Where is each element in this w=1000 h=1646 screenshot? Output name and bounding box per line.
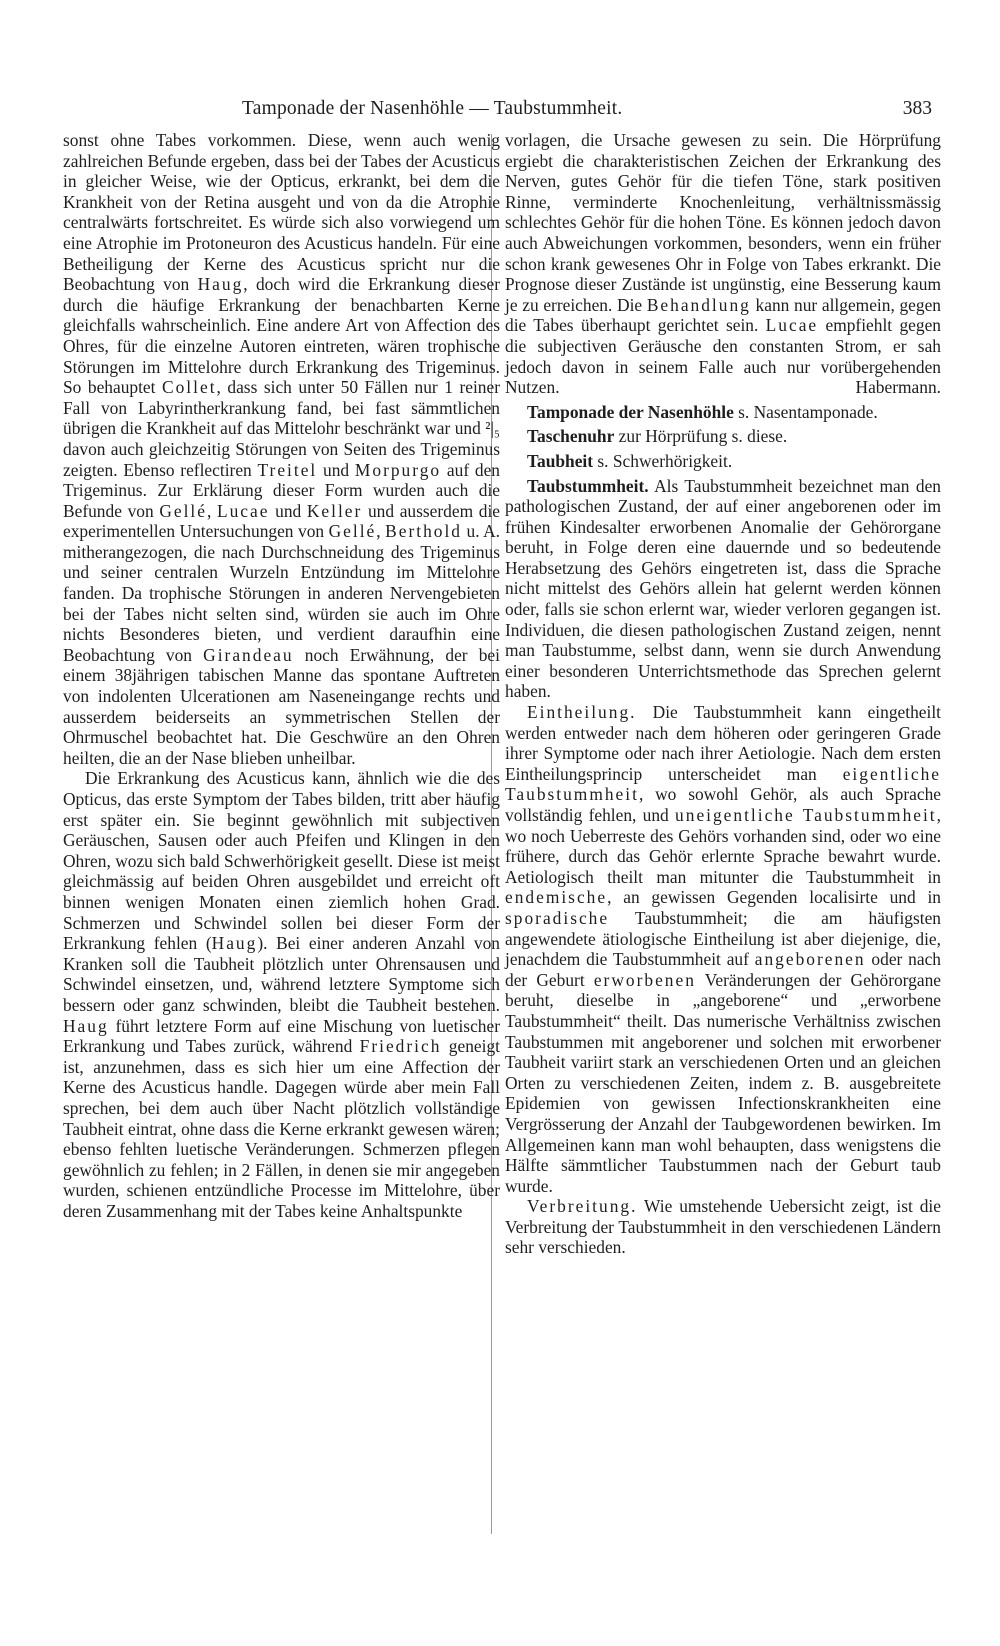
paragraph-eintheilung: Eintheilung. Die Taubstummheit kann eingetheilt werden entweder nach dem höheren oder geringeren Grade ihrer Symptome oder nach ihrer Aetiologie. Nach dem ersten Eintheilungsprincip unterscheidet man eigentliche Taubstummheit, wo sowohl Gehör, als auch Sprache vollständig fehlen, und uneigentliche Taubstummheit, wo noch Ueberreste des Gehörs vorhanden sind, oder wo eine frühere, durch das Gehör erlernte Sprache bewahrt wurde. Aetiologisch theilt man mitunter die Taubstummheit in endemische, an gewissen Gegenden localisirte und in sporadische Taubstummheit; die am häufigsten angewendete ätiologische Eintheilung ist aber diejenige, die, jenachdem die Taubstummheit auf angeborenen oder nach der Geburt erworbenen Veränderungen der Gehörorgane beruht, dieselbe in „angeborene“ und „erworbene Taubstummheit“ theilt. Das numerische Verhältniss zwischen Taubstummen mit angeborener und solchen mit erworbener Taubheit variirt stark an verschiedenen Orten und an gleichen Orten zu verschiedenen Zeiten, indem z. B. ausgebreitete Epidemien von gewissen Infectionskrankheiten eine Vergrösserung der Anzahl der Taubgewordenen bewirken. Im Allgemeinen kann man wohl behaupten, dass wenigstens die Hälfte sämmtlicher Taubstummen nach der Geburt taub wurde.	[505, 702, 942, 1196]
paragraph-erkrankung: Die Erkrankung des Acusticus kann, ähnlich wie die des Opticus, das erste Symptom der Tabes bilden, tritt aber häufig erst später ein. Sie beginnt gewöhnlich mit subjectiven Geräuschen, Sausen oder auch Pfeifen und Klingen in den Ohren, wozu sich bald Schwerhörigkeit gesellt. Diese ist meist gleichmässig auf beiden Ohren ausgebildet und erreicht oft binnen wenigen Monaten einen ziemlich hohen Grad. Schmerzen und Schwindel sollen bei dieser Form der Erkrankung fehlen (Haug). Bei einer anderen Anzahl von Kranken soll die Taubheit plötzlich unter Ohrensausen und Schwindel einsetzen, und, während letztere Symptome sich bessern oder ganz schwinden, bleibt die Taubheit bestehen. Haug führt letztere Form auf eine Mischung von luetischer Erkrankung und Tabes zurück, während Friedrich geneigt ist, anzunehmen, dass es sich hier um eine Affection der Kerne des Acusticus handle. Dagegen würde aber mein Fall sprechen, bei dem auch über Nacht plötzlich vollständige Taubheit eintrat, ohne dass die Kerne erkrankt gewesen wären; ebenso fehlten luetische Veränderungen. Schmerzen pflegen gewöhnlich zu fehlen; in 2 Fällen, in denen sie mir angegeben wurden, schienen entzündliche Processe im Mittelohre, über deren Zusammenhang mit der Tabes keine Anhaltspunkte	[63, 768, 500, 1221]
author-name: Girandeau	[203, 644, 294, 665]
emphasis-term: Behandlung	[646, 294, 751, 315]
emphasis-term: angeborenen	[754, 949, 866, 970]
left-column	[63, 130, 500, 1221]
author-name: Keller	[306, 500, 363, 521]
paragraph-hoerpruefung: vorlagen, die Ursache gewesen zu sein. Die Hörprüfung ergiebt die charakteristischen Zeichen der Erkrankung des Nerven, gutes Gehör für die tiefen Töne, stark positiven Rinne, verminderte Knochenleitung, verhältnissmässig schlechtes Gehör für die hohen Töne. Es können jedoch davon auch Abweichungen vorkommen, besonders, wenn ein früher schon krank gewesenes Ohr in Folge von Tabes erkrankt. Die Prognose dieser Zustände ist ungünstig, eine Besserung kaum je zu erreichen. Die Behandlung kann nur allgemein, gegen die Tabes überhaupt gerichtet sein. Lucae empfiehlt gegen die subjectiven Geräusche den constanten Strom, er sah jedoch davon in seinem Falle auch nur vorübergehenden Nutzen. Habermann.	[505, 130, 941, 398]
entry-lemma: Taubstummheit.	[527, 475, 649, 496]
entry-lemma: Taubheit	[527, 450, 594, 471]
author-name: Lucae	[765, 315, 819, 336]
entry-tamponade: Tamponade der Nasenhöhle s. Nasentamponade.	[527, 401, 878, 422]
emphasis-term: erworbenen	[593, 969, 696, 990]
emphasis-term: eigentliche Taubstummheit	[505, 763, 941, 805]
author-name: Haug	[63, 1015, 109, 1036]
paragraph-verbreitung: Verbreitung. Wie umstehende Uebersicht zeigt, ist die Verbreitung der Taubstummheit in den verschiedenen Ländern sehr verschieden.	[505, 1196, 941, 1258]
paragraph-tabes-acusticus: sonst ohne Tabes vorkommen. Diese, wenn auch wenig zahlreichen Befunde ergeben, dass bei der Tabes der Acusticus in gleicher Weise, wie der Opticus, erkrankt, bei dem die Krankheit von der Retina ausgeht und von da die Atrophie centralwärts fortschreitet. Es würde sich also vorwiegend um eine Atrophie im Protoneuron des Acusticus handeln. Für eine Betheiligung der Kerne des Acusticus spricht nur die Beobachtung von Haug, doch wird die Erkrankung dieser durch die häufige Erkrankung der benachbarten Kerne gleichfalls wahrscheinlich. Eine andere Art von Affection des Ohres, für die einzelne Autoren eintreten, wären trophische Störungen im Mittelohre durch Erkrankung des Trigeminus. So behauptet Collet, dass sich unter 50 Fällen nur 1 reiner Fall von Labyrintherkrankung fand, bei fast sämmtlichen übrigen die Krankheit auf das Mittelohr beschränkt war und ²|₅ davon auch gleichzeitig Störungen von Seiten des Trigeminus zeigten. Ebenso reflectiren Treitel und Morpurgo auf den Trigeminus. Zur Erklärung dieser Form wurden auch die Befunde von Gellé, Lucae und Keller und ausserdem die experimentellen Untersuchungen von Gellé, Berthold u. A. mitherangezogen, die nach Durchschneidung des Trigeminus und seiner centralen Wurzeln Entzündung im Mittelohre fanden. Da trophische Störungen in anderen Nervengebieten bei der Tabes nicht selten sind, würden sie auch im Ohre nichts Besonderes bieten, und verdient daraufhin eine Beobachtung von Girandeau noch Erwähnung, der bei einem 38jährigen tabischen Manne das spontane Auftreten von indolenten Ulcerationen am Naseneingange rechts und ausserdem beiderseits an symmetrischen Stellen der Ohrmuschel beobachtet hat. Die Geschwüre an den Ohren heilten, die an der Nase blieben unheilbar.	[63, 130, 501, 768]
author-name: Friedrich	[359, 1036, 442, 1057]
author-name: Haug	[211, 933, 258, 954]
author-name: Haug	[197, 274, 244, 295]
author-name: Lucae	[216, 500, 270, 521]
author-name: Morpurgo	[354, 459, 442, 480]
right-column	[505, 130, 941, 1258]
entry-taschenuhr: Taschenuhr zur Hörprüfung s. diese.	[527, 426, 788, 447]
author-name: Gellé	[328, 521, 377, 542]
author-name: Treitel	[257, 459, 318, 480]
entry-lemma: Tamponade der Nasenhöhle	[527, 401, 734, 422]
entry-lemma: Taschenuhr	[527, 426, 615, 447]
section-label: Eintheilung.	[527, 702, 637, 723]
running-header	[60, 94, 936, 124]
article-author: Habermann.	[855, 377, 941, 398]
entry-taubstummheit: Taubstummheit. Als Taubstummheit bezeichnet man den pathologischen Zustand, der auf einer angeborenen oder im frühen Kindesalter erworbenen Anomalie der Gehörorgane beruht, in Folge deren eine dauernde und so bedeutende Herabsetzung des Gehörs eingetreten ist, dass die Sprache nicht mittelst des Gehörs allein hat gelernt werden können oder, falls sie schon erlernt war, wieder verloren gegangen ist. Individuen, die diesen pathologischen Zustand zeigen, nennt man Taubstumme, selbst dann, wenn sie durch Anwendung einer besonderen Unterrichtsmethode das Sprechen gelernt haben.	[505, 475, 941, 702]
section-label: Verbreitung.	[527, 1196, 638, 1217]
running-title: Tamponade der Nasenhöhle — Taubstummheit.	[242, 98, 623, 119]
emphasis-term: uneigentliche Taubstummheit	[675, 805, 937, 825]
emphasis-term: endemische	[505, 887, 608, 908]
entry-taubheit: Taubheit s. Schwerhörigkeit.	[527, 450, 733, 471]
author-name: Gellé	[159, 500, 207, 521]
author-name: Collet	[162, 377, 217, 398]
page-number: 383	[902, 98, 932, 119]
emphasis-term: sporadische	[505, 907, 610, 928]
author-name: Berthold	[385, 521, 462, 542]
